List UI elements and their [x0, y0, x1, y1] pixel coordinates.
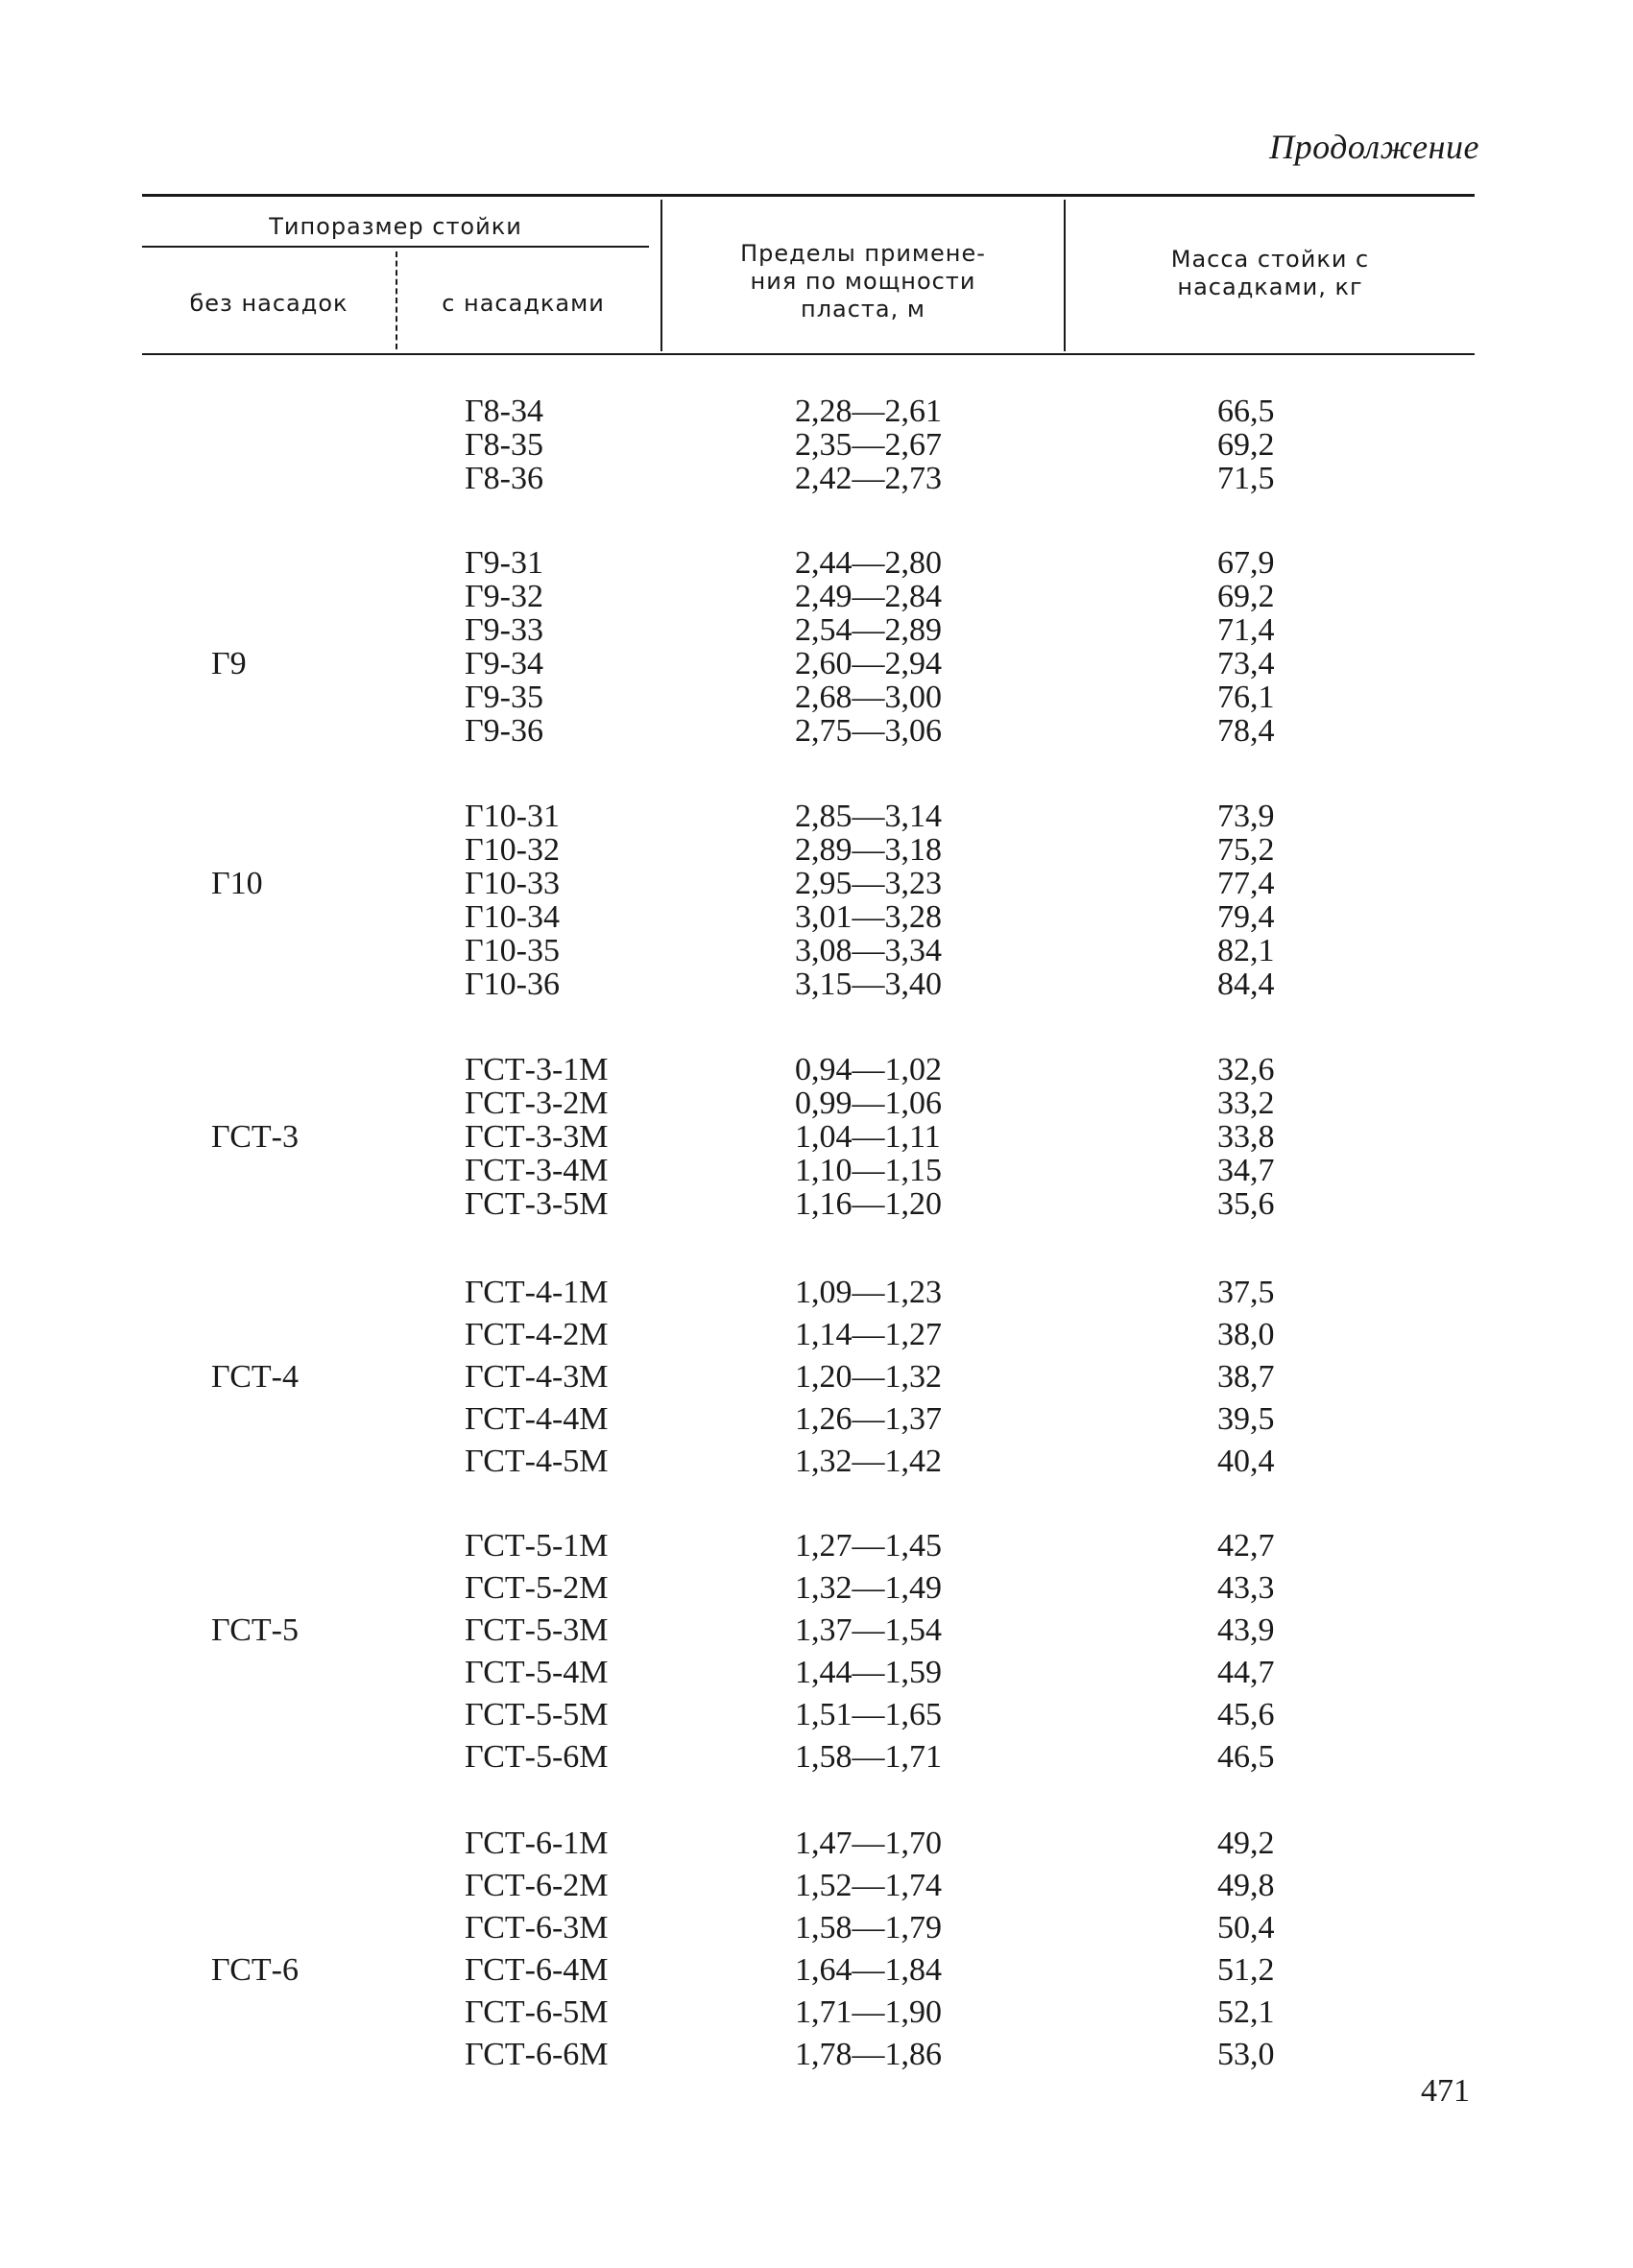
- rack-model-cell: ГСТ-5-3М: [465, 1612, 609, 1648]
- page-number: 471: [1421, 2073, 1470, 2109]
- rack-model-cell: Г10-31: [465, 799, 560, 834]
- application-range-cell: 1,78—1,86: [795, 2037, 942, 2072]
- rack-mass-cell: 53,0: [1217, 2037, 1275, 2072]
- application-range-cell: 2,42—2,73: [795, 461, 942, 496]
- rack-mass-cell: 42,7: [1217, 1528, 1275, 1564]
- rack-model-cell: ГСТ-3-2М: [465, 1086, 609, 1121]
- rack-model-cell: Г10-33: [465, 866, 560, 901]
- rack-mass-cell: 33,2: [1217, 1086, 1275, 1121]
- application-range-cell: 2,95—3,23: [795, 866, 942, 901]
- rack-model-cell: Г9-35: [465, 680, 543, 715]
- rack-model-cell: ГСТ-4-3М: [465, 1359, 609, 1395]
- application-range-cell: 0,99—1,06: [795, 1086, 942, 1121]
- rack-mass-cell: 32,6: [1217, 1052, 1275, 1087]
- rack-mass-cell: 71,5: [1217, 461, 1275, 496]
- rack-model-cell: ГСТ-6-2М: [465, 1868, 609, 1903]
- application-range-cell: 1,09—1,23: [795, 1275, 942, 1310]
- rack-model-cell: ГСТ-6-6М: [465, 2037, 609, 2072]
- application-range-cell: 1,26—1,37: [795, 1401, 942, 1437]
- application-range-cell: 2,28—2,61: [795, 394, 942, 429]
- rack-mass-cell: 50,4: [1217, 1910, 1275, 1946]
- rack-model-cell: Г10-32: [465, 832, 560, 868]
- header-bottom-rule: [142, 353, 1475, 355]
- rack-mass-cell: 51,2: [1217, 1952, 1275, 1988]
- header-rack-size: Типоразмер стойки: [269, 213, 522, 240]
- rack-mass-cell: 69,2: [1217, 427, 1275, 463]
- application-range-cell: 1,71—1,90: [795, 1994, 942, 2030]
- rack-model-cell: ГСТ-4-4М: [465, 1401, 609, 1437]
- application-range-cell: 1,51—1,65: [795, 1697, 942, 1732]
- rack-model-cell: ГСТ-3-1М: [465, 1052, 609, 1087]
- application-range-cell: 1,27—1,45: [795, 1528, 942, 1564]
- application-range-cell: 1,04—1,11: [795, 1119, 941, 1155]
- application-range-cell: 2,44—2,80: [795, 545, 942, 581]
- application-range-cell: 0,94—1,02: [795, 1052, 942, 1087]
- rack-mass-cell: 76,1: [1217, 680, 1275, 715]
- rack-mass-cell: 73,9: [1217, 799, 1275, 834]
- rack-mass-cell: 35,6: [1217, 1186, 1275, 1222]
- application-range-cell: 1,37—1,54: [795, 1612, 942, 1648]
- rack-type-label: ГСТ-4: [211, 1359, 299, 1395]
- rack-model-cell: Г9-33: [465, 612, 543, 648]
- rack-mass-cell: 33,8: [1217, 1119, 1275, 1155]
- application-range-cell: 1,32—1,42: [795, 1444, 942, 1479]
- rack-mass-cell: 40,4: [1217, 1444, 1275, 1479]
- header-application-limits: Пределы примене- ния по мощности пласта, м: [740, 240, 986, 322]
- rack-model-cell: ГСТ-4-5М: [465, 1444, 609, 1479]
- application-range-cell: 3,08—3,34: [795, 933, 942, 968]
- rack-model-cell: Г8-35: [465, 427, 543, 463]
- rack-mass-cell: 67,9: [1217, 545, 1275, 581]
- rack-model-cell: Г9-34: [465, 646, 543, 681]
- rack-model-cell: ГСТ-6-1М: [465, 1826, 609, 1861]
- rack-mass-cell: 38,7: [1217, 1359, 1275, 1395]
- application-range-cell: 1,16—1,20: [795, 1186, 942, 1222]
- rack-model-cell: Г8-34: [465, 394, 543, 429]
- rack-model-cell: ГСТ-3-4М: [465, 1153, 609, 1188]
- application-range-cell: 1,44—1,59: [795, 1655, 942, 1690]
- rack-model-cell: Г9-36: [465, 713, 543, 749]
- application-range-cell: 1,20—1,32: [795, 1359, 942, 1395]
- group-header-rule: [142, 246, 649, 248]
- rack-mass-cell: 78,4: [1217, 713, 1275, 749]
- header-without-nozzles: без насадок: [189, 290, 348, 317]
- rack-mass-cell: 43,3: [1217, 1570, 1275, 1606]
- rack-model-cell: ГСТ-4-2М: [465, 1317, 609, 1352]
- rack-mass-cell: 84,4: [1217, 967, 1275, 1002]
- application-range-cell: 3,15—3,40: [795, 967, 942, 1002]
- rack-model-cell: Г10-35: [465, 933, 560, 968]
- continuation-label: Продолжение: [1269, 128, 1479, 166]
- rack-model-cell: ГСТ-5-6М: [465, 1739, 609, 1775]
- rack-model-cell: Г10-34: [465, 899, 560, 935]
- application-range-cell: 1,52—1,74: [795, 1868, 942, 1903]
- rack-mass-cell: 38,0: [1217, 1317, 1275, 1352]
- rack-model-cell: ГСТ-6-3М: [465, 1910, 609, 1946]
- rack-mass-cell: 75,2: [1217, 832, 1275, 868]
- application-range-cell: 1,47—1,70: [795, 1826, 942, 1861]
- rack-mass-cell: 69,2: [1217, 579, 1275, 614]
- rack-type-label: ГСТ-6: [211, 1952, 299, 1988]
- rack-mass-cell: 73,4: [1217, 646, 1275, 681]
- application-range-cell: 2,68—3,00: [795, 680, 942, 715]
- rack-model-cell: ГСТ-5-4М: [465, 1655, 609, 1690]
- rack-mass-cell: 44,7: [1217, 1655, 1275, 1690]
- application-range-cell: 2,60—2,94: [795, 646, 942, 681]
- rack-model-cell: ГСТ-3-3М: [465, 1119, 609, 1155]
- rack-mass-cell: 77,4: [1217, 866, 1275, 901]
- application-range-cell: 1,64—1,84: [795, 1952, 942, 1988]
- rack-model-cell: ГСТ-4-1М: [465, 1275, 609, 1310]
- table-top-rule: [142, 194, 1475, 197]
- rack-model-cell: Г10-36: [465, 967, 560, 1002]
- application-range-cell: 2,49—2,84: [795, 579, 942, 614]
- rack-mass-cell: 34,7: [1217, 1153, 1275, 1188]
- application-range-cell: 1,32—1,49: [795, 1570, 942, 1606]
- application-range-cell: 2,75—3,06: [795, 713, 942, 749]
- application-range-cell: 2,35—2,67: [795, 427, 942, 463]
- rack-model-cell: Г9-31: [465, 545, 543, 581]
- rack-mass-cell: 79,4: [1217, 899, 1275, 935]
- rack-mass-cell: 39,5: [1217, 1401, 1275, 1437]
- rack-type-label: ГСТ-5: [211, 1612, 299, 1648]
- rack-model-cell: Г9-32: [465, 579, 543, 614]
- rack-model-cell: ГСТ-5-2М: [465, 1570, 609, 1606]
- rack-model-cell: ГСТ-6-5М: [465, 1994, 609, 2030]
- application-range-cell: 3,01—3,28: [795, 899, 942, 935]
- rack-model-cell: ГСТ-3-5М: [465, 1186, 609, 1222]
- rack-mass-cell: 45,6: [1217, 1697, 1275, 1732]
- header-with-nozzles: с насадками: [442, 290, 605, 317]
- rack-type-label: Г9: [211, 646, 247, 681]
- rack-model-cell: ГСТ-6-4М: [465, 1952, 609, 1988]
- rack-mass-cell: 66,5: [1217, 394, 1275, 429]
- rack-type-label: Г10: [211, 866, 263, 901]
- rack-mass-cell: 71,4: [1217, 612, 1275, 648]
- rack-model-cell: ГСТ-5-5М: [465, 1697, 609, 1732]
- rack-mass-cell: 37,5: [1217, 1275, 1275, 1310]
- application-range-cell: 1,58—1,79: [795, 1910, 942, 1946]
- rack-type-label: ГСТ-3: [211, 1119, 299, 1155]
- header-rack-mass: Масса стойки с насадками, кг: [1170, 246, 1370, 300]
- rack-mass-cell: 43,9: [1217, 1612, 1275, 1648]
- application-range-cell: 2,85—3,14: [795, 799, 942, 834]
- application-range-cell: 2,54—2,89: [795, 612, 942, 648]
- rack-model-cell: ГСТ-5-1М: [465, 1528, 609, 1564]
- rack-model-cell: Г8-36: [465, 461, 543, 496]
- application-range-cell: 2,89—3,18: [795, 832, 942, 868]
- rack-mass-cell: 52,1: [1217, 1994, 1275, 2030]
- rack-mass-cell: 82,1: [1217, 933, 1275, 968]
- rack-mass-cell: 46,5: [1217, 1739, 1275, 1775]
- rack-mass-cell: 49,8: [1217, 1868, 1275, 1903]
- application-range-cell: 1,14—1,27: [795, 1317, 942, 1352]
- application-range-cell: 1,10—1,15: [795, 1153, 942, 1188]
- application-range-cell: 1,58—1,71: [795, 1739, 942, 1775]
- rack-mass-cell: 49,2: [1217, 1826, 1275, 1861]
